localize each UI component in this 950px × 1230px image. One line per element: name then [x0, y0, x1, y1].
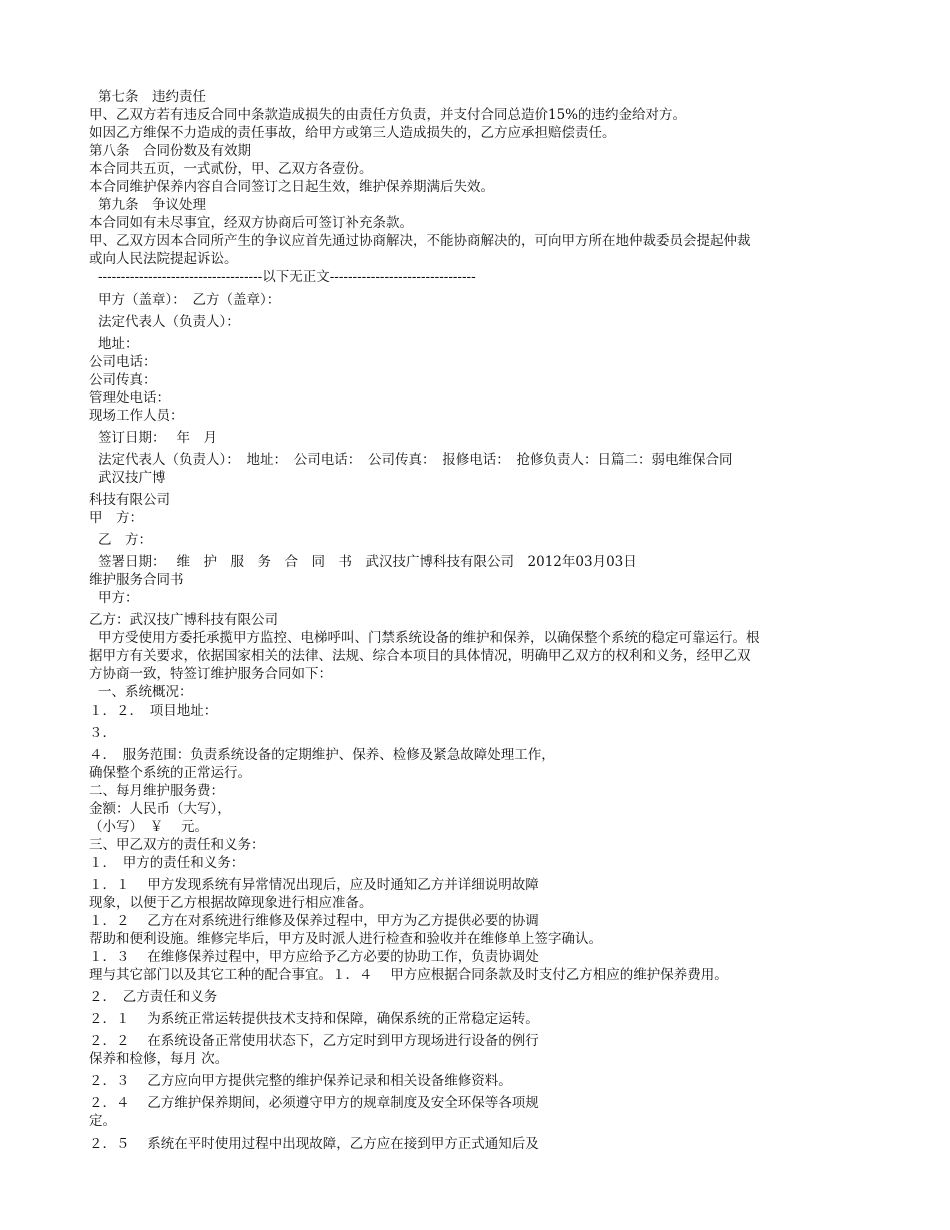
- paragraph: 本合同维护保养内容自合同签订之日起生效，维护保养期满后失效。: [89, 179, 494, 196]
- list-item: ２．４ 乙方维护保养期间，必须遵守甲方的规章制度及安全环保等各项规: [89, 1095, 539, 1112]
- section-heading: 一、系统概况：: [98, 684, 193, 701]
- list-item: ３．: [89, 724, 116, 741]
- paragraph: 方协商一致，特签订维护服务合同如下：: [89, 666, 332, 683]
- list-item: １．２ 乙方在对系统进行维修及保养过程中，甲方为乙方提供必要的协调: [89, 913, 539, 930]
- list-item: ２．２ 在系统设备正常使用状态下，乙方定时到甲方现场进行设备的例行: [89, 1033, 539, 1050]
- contract-title: 维护服务合同书: [89, 572, 184, 589]
- article-9-heading: 第九条 争议处理: [98, 197, 206, 214]
- paragraph: 确保整个系统的正常运行。: [89, 764, 251, 781]
- amount-lowercase-field: （小写） ￥ 元。: [89, 818, 209, 835]
- party-b-field: 乙 方：: [98, 532, 152, 549]
- paragraph: 理与其它部门以及其它工种的配合事宜。１．４ 甲方应根据合同条款及时支付乙方相应的维护保养费用。: [89, 967, 728, 984]
- list-item: １．１ 甲方发现系统有异常情况出现后，应及时通知乙方并详细说明故障: [89, 876, 539, 893]
- party-b-line: 乙方：武汉技广博科技有限公司: [89, 612, 278, 629]
- paragraph: 甲、乙双方若有违反合同中条款造成损失的由责任方负责，并支付合同总造价15%的违约金给对方。: [89, 107, 687, 124]
- paragraph: 保养和检修，每月 次。: [89, 1051, 229, 1068]
- list-item: ２．１ 为系统正常运转提供技术支持和保障，确保系统的正常稳定运转。: [89, 1011, 539, 1028]
- paragraph: 现象，以便于乙方根据故障现象进行相应准备。: [89, 894, 373, 911]
- party-a-line: 甲方：: [98, 590, 139, 607]
- amount-uppercase-field: 金额：人民币（大写），: [89, 800, 231, 817]
- paragraph: 甲、乙双方因本合同所产生的争议应首先通过协商解决，不能协商解决的，可向甲方所在地仲裁委员会提起仲裁: [89, 233, 751, 250]
- company-name-part1: 武汉技广博: [98, 469, 166, 486]
- signing-date-field: 签订日期： 年 月: [98, 429, 218, 446]
- section-heading: 三、甲乙双方的责任和义务：: [89, 836, 265, 853]
- paragraph: 如因乙方维保不力造成的责任事故，给甲方或第三人造成损失的，乙方应承担赔偿责任。: [89, 125, 616, 142]
- legal-representative-field: 法定代表人（负责人）：: [98, 313, 240, 330]
- subsection-heading: ２． 乙方责任和义务: [89, 989, 218, 1006]
- subsection-heading: １． 甲方的责任和义务：: [89, 854, 245, 871]
- list-item: １．３ 在维修保养过程中，甲方应给予乙方必要的协助工作，负责协调处: [89, 949, 539, 966]
- section-heading: 二、每月维护服务费：: [89, 782, 224, 799]
- paragraph: 据甲方有关要求，依据国家相关的法律、法规、综合本项目的具体情况，明确甲乙双方的权利和义务，经甲乙双: [89, 648, 751, 665]
- paragraph: 本合同共五页，一式贰份，甲、乙双方各壹份。: [89, 161, 373, 178]
- management-phone-field: 管理处电话：: [89, 389, 170, 406]
- article-8-heading: 第八条 合同份数及有效期: [89, 143, 251, 160]
- list-item: １．２． 项目地址：: [89, 702, 218, 719]
- paragraph: 本合同如有未尽事宜，经双方协商后可签订补充条款。: [89, 215, 413, 232]
- address-field: 地址：: [98, 335, 139, 352]
- contract-document: [89, 88, 869, 1153]
- paragraph: 或向人民法院提起诉讼。: [89, 251, 238, 268]
- party-a-field: 甲 方：: [89, 510, 143, 527]
- article-7-heading: 第七条 违约责任: [98, 89, 206, 105]
- list-item: ２．５ 系统在平时使用过程中出现故障，乙方应在接到甲方正式通知后及: [89, 1135, 539, 1152]
- signing-date-title-line: 签署日期： 维 护 服 务 合 同 书 武汉技广博科技有限公司 2012年03月03日: [98, 554, 637, 571]
- end-of-text-divider: ------------------------------------以下无正文--------------------------------: [98, 269, 476, 286]
- paragraph: 甲方受使用方委托承揽甲方监控、电梯呼叫、门禁系统设备的维护和保养，以确保整个系统的稳定可靠运行。根: [98, 630, 760, 647]
- paragraph: 帮助和便利设施。维修完毕后，甲方及时派人进行检查和验收并在维修单上签字确认。: [89, 931, 602, 948]
- signature-party-line: 甲方（盖章）： 乙方（盖章）：: [98, 291, 281, 308]
- company-name-part2: 科技有限公司: [89, 491, 170, 508]
- paragraph: 定。: [89, 1113, 116, 1130]
- company-fax-field: 公司传真：: [89, 371, 157, 388]
- list-item: ４． 服务范围：负责系统设备的定期维护、保养、检修及紧急故障处理工作，: [89, 746, 555, 763]
- onsite-staff-field: 现场工作人员：: [89, 407, 184, 424]
- company-phone-field: 公司电话：: [89, 353, 157, 370]
- contact-fields-line: 法定代表人（负责人）： 地址： 公司电话： 公司传真： 报修电话： 抢修负责人：日篇二：弱电维保合同: [98, 451, 733, 468]
- list-item: ２．３ 乙方应向甲方提供完整的维护保养记录和相关设备维修资料。: [89, 1073, 512, 1090]
